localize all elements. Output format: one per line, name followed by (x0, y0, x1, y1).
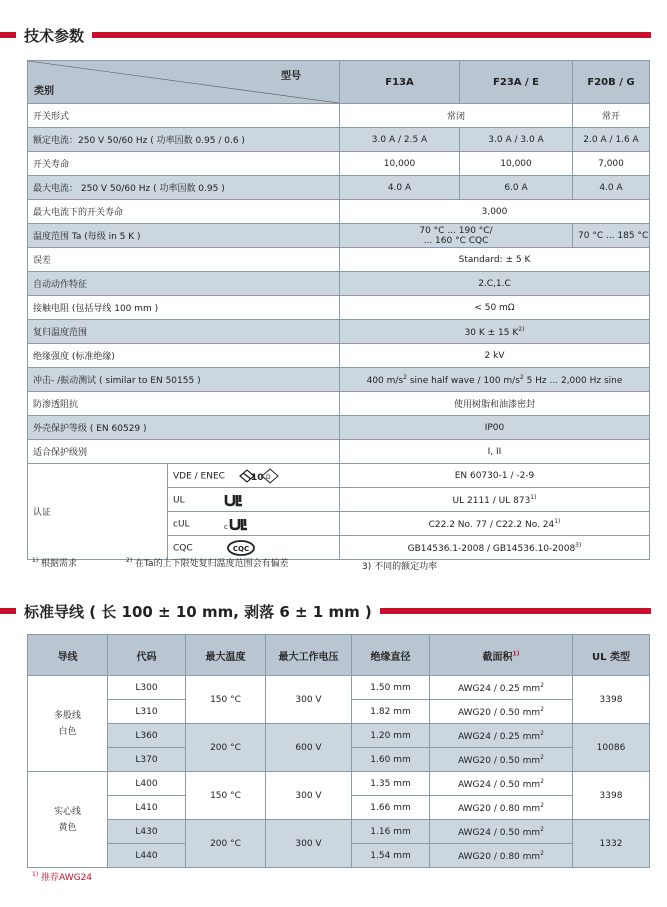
cross-section (430, 700, 573, 724)
table-row (28, 248, 650, 272)
cell-value: < 50 mΩ (340, 296, 650, 320)
superscript: 2 (403, 373, 407, 381)
max-voltage: 300 V (266, 820, 352, 868)
max-temp: 150 °C (186, 772, 266, 820)
footnote (126, 556, 289, 569)
group-label-line: 黄色 (58, 822, 77, 833)
row-label: 误差 (28, 248, 340, 272)
table-row (28, 272, 650, 296)
insulation-diameter: 1.82 mm (352, 700, 430, 724)
spec-header-row (28, 61, 650, 104)
superscript: 2 (540, 849, 544, 857)
section-heading-wires (0, 600, 667, 622)
cell-value: 10,000 (340, 152, 460, 176)
ul-type: 3398 (573, 676, 650, 724)
svg-text:D: D (265, 473, 271, 481)
row-label: 最大电流： 250 V 50/60 Hz ( 功率因数 0.95 ) (28, 176, 340, 200)
column-header: 最大温度 (186, 635, 266, 676)
table-row (28, 296, 650, 320)
cert-label: 认证 (28, 464, 168, 560)
insulation-diameter: 1.20 mm (352, 724, 430, 748)
row-label: 开关形式 (28, 104, 340, 128)
table-row (28, 344, 650, 368)
footnote-text: 在Ta的上下限处复归温度范围会有偏差 (135, 559, 289, 569)
wire-code: L310 (108, 700, 186, 724)
cqc-logo-icon (226, 540, 256, 556)
cert-value: EN 60730-1 / -2-9 (340, 464, 650, 488)
max-temp: 150 °C (186, 676, 266, 724)
table-row (28, 368, 650, 392)
cell-value: 70 °C ... 185 °C (573, 224, 650, 248)
cell-value: 3.0 A / 3.0 A (460, 128, 573, 152)
group-label-line: 多股线 (53, 710, 81, 721)
temp-range-line: 70 °C ... 190 °C/ (419, 225, 493, 236)
wire-code: L300 (108, 676, 186, 700)
cell-value: 2 kV (340, 344, 650, 368)
insulation-diameter: 1.16 mm (352, 820, 430, 844)
cul-recognized-logo-icon (224, 517, 256, 531)
cell-text: AWG24 / 0.50 mm (457, 779, 541, 790)
cell-text: AWG24 / 0.25 mm (457, 683, 541, 694)
superscript: 2 (540, 801, 544, 809)
cell-value: 常闭 (340, 104, 573, 128)
cross-section (430, 796, 573, 820)
cell-value (340, 368, 650, 392)
model-header: F23A / E (460, 61, 573, 104)
footnote-text: 根据需求 (41, 559, 78, 569)
cell-value: 常开 (573, 104, 650, 128)
row-label: 外壳保护等级 ( EN 60529 ) (28, 416, 340, 440)
cross-section (430, 676, 573, 700)
cell-value: 2.0 A / 1.6 A (573, 128, 650, 152)
cell-value: 3,000 (340, 200, 650, 224)
cell-text: AWG20 / 0.50 mm (457, 755, 541, 766)
cross-section (430, 772, 573, 796)
wire-group-label (28, 772, 108, 868)
cell-text: UL 2111 / UL 873 (452, 495, 531, 506)
table-row (28, 416, 650, 440)
column-header-text: 截面积 (482, 651, 513, 663)
row-label: 复归温度范围 (28, 320, 340, 344)
group-label-line: 实心线 (53, 806, 81, 817)
cert-name-text: UL (173, 495, 185, 505)
cell-value: 使用树脂和油漆密封 (340, 392, 650, 416)
max-temp: 200 °C (186, 820, 266, 868)
model-header: F20B / G (573, 61, 650, 104)
footnote-ref: 1) (512, 650, 520, 658)
table-row (28, 464, 650, 488)
table-row (28, 440, 650, 464)
accent-bar (380, 608, 651, 614)
cert-name (168, 488, 340, 512)
table-row (28, 320, 650, 344)
table-row (28, 392, 650, 416)
table-row (28, 200, 650, 224)
superscript: 2 (540, 729, 544, 737)
footnote-ref: 2) (518, 325, 525, 333)
section-title: 技术参数 (24, 26, 85, 45)
wire-header-row (28, 635, 650, 676)
cell-text: sine half wave / 100 m/s (406, 375, 520, 386)
row-label: 自动动作特征 (28, 272, 340, 296)
footnote-mark: 2) (126, 557, 133, 564)
insulation-diameter: 1.50 mm (352, 676, 430, 700)
superscript: 2 (540, 681, 544, 689)
cross-section (430, 748, 573, 772)
ul-recognized-logo-icon (223, 493, 251, 507)
svg-text:10: 10 (250, 472, 264, 483)
column-header (430, 635, 573, 676)
cross-section (430, 844, 573, 868)
cert-value (340, 488, 650, 512)
cell-value (340, 320, 650, 344)
cell-text: C22.2 No. 77 / C22.2 No. 24 (428, 519, 555, 530)
corner-cell (28, 61, 340, 104)
row-label: 温度范围 Ta (每级 in 5 K ) (28, 224, 340, 248)
accent-bar (0, 608, 16, 614)
table-row (28, 128, 650, 152)
row-label: 适合保护级别 (28, 440, 340, 464)
footnote-mark: 1) (32, 557, 39, 564)
spec-table (27, 60, 650, 560)
max-voltage: 300 V (266, 676, 352, 724)
superscript: 2 (540, 777, 544, 785)
row-label: 开关寿命 (28, 152, 340, 176)
cell-value: IP00 (340, 416, 650, 440)
row-label: 冲击- /振动测试 ( similar to EN 50155 ) (28, 368, 340, 392)
superscript: 2 (540, 753, 544, 761)
wire-code: L430 (108, 820, 186, 844)
cell-value (340, 224, 573, 248)
cross-section (430, 820, 573, 844)
footnote-ref: 1) (554, 517, 561, 525)
row-label: 额定电流：250 V 50/60 Hz ( 功率因数 0.95 / 0.6 ) (28, 128, 340, 152)
cell-value: 6.0 A (460, 176, 573, 200)
cell-value: 10,000 (460, 152, 573, 176)
table-row (28, 820, 650, 844)
cert-name (168, 464, 340, 488)
ul-type: 10086 (573, 724, 650, 772)
superscript: 2 (540, 825, 544, 833)
wire-group-label (28, 676, 108, 772)
insulation-diameter: 1.60 mm (352, 748, 430, 772)
max-voltage: 300 V (266, 772, 352, 820)
cell-text: AWG20 / 0.50 mm (457, 707, 541, 718)
superscript: 2 (540, 705, 544, 713)
section-title: 标准导线 ( 长 100 ± 10 mm, 剥落 6 ± 1 mm ) (24, 602, 372, 621)
wire-code: L440 (108, 844, 186, 868)
column-header: 代码 (108, 635, 186, 676)
cell-text: AWG24 / 0.50 mm (457, 827, 541, 838)
row-label: 防渗透阻抗 (28, 392, 340, 416)
superscript: 2 (519, 373, 524, 381)
vde-enec-logo-icon (238, 468, 282, 484)
row-label: 最大电流下的开关寿命 (28, 200, 340, 224)
section-heading-specs (0, 24, 667, 46)
wire-code: L370 (108, 748, 186, 772)
table-row (28, 104, 650, 128)
ul-type: 3398 (573, 772, 650, 820)
svg-text:c: c (224, 522, 229, 531)
cell-value: Standard: ± 5 K (340, 248, 650, 272)
wire-table (27, 634, 650, 868)
column-header: 最大工作电压 (266, 635, 352, 676)
cell-value: 4.0 A (340, 176, 460, 200)
cert-name-text: VDE / ENEC (173, 471, 225, 481)
row-label: 接触电阻 (包括导线 100 mm ) (28, 296, 340, 320)
column-header: 导线 (28, 635, 108, 676)
accent-bar (92, 32, 651, 38)
cert-name (168, 512, 340, 536)
cert-name-text: cUL (173, 519, 190, 529)
table-row (28, 176, 650, 200)
accent-bar (0, 32, 16, 38)
ul-type: 1332 (573, 820, 650, 868)
cell-text: 400 m/s (366, 375, 404, 386)
max-voltage: 600 V (266, 724, 352, 772)
insulation-diameter: 1.66 mm (352, 796, 430, 820)
footnote-mark: 1) (32, 871, 39, 878)
footnote (32, 556, 77, 569)
table-row (28, 772, 650, 796)
wire-code: L410 (108, 796, 186, 820)
cell-text: GB14536.1-2008 / GB14536.10-2008 (407, 543, 576, 554)
footnote-text: 3) 不同的额定功率 (362, 562, 438, 572)
table-row (28, 724, 650, 748)
cell-value: I, II (340, 440, 650, 464)
column-header: 绝缘直径 (352, 635, 430, 676)
cell-text: AWG20 / 0.80 mm (457, 851, 541, 862)
cell-text: 30 K ± 15 K (464, 327, 519, 338)
insulation-diameter: 1.35 mm (352, 772, 430, 796)
cell-text: AWG24 / 0.25 mm (457, 731, 541, 742)
svg-text:CQC: CQC (232, 544, 249, 553)
insulation-diameter: 1.54 mm (352, 844, 430, 868)
cross-section (430, 724, 573, 748)
footnote-ref: 1) (530, 493, 537, 501)
corner-bottom-label: 类别 (34, 86, 54, 97)
wire-code: L360 (108, 724, 186, 748)
table-row (28, 224, 650, 248)
footnote-text: 推荐AWG24 (41, 873, 93, 883)
cell-text: 5 Hz ... 2,000 Hz sine (523, 375, 623, 386)
cell-value: 3.0 A / 2.5 A (340, 128, 460, 152)
table-row (28, 152, 650, 176)
cell-value: 7,000 (573, 152, 650, 176)
cert-name-text: CQC (173, 543, 193, 553)
cell-value: 2.C,1.C (340, 272, 650, 296)
model-header: F13A (340, 61, 460, 104)
footnote (32, 870, 92, 883)
temp-range-line: ... 160 °C CQC (423, 235, 489, 246)
cell-value: 4.0 A (573, 176, 650, 200)
table-row (28, 676, 650, 700)
row-label: 绝缘强度 (标准绝缘) (28, 344, 340, 368)
cert-value (340, 536, 650, 560)
max-temp: 200 °C (186, 724, 266, 772)
cert-value (340, 512, 650, 536)
group-label-line: 白色 (58, 726, 77, 737)
cell-text: AWG20 / 0.80 mm (457, 803, 541, 814)
footnote-ref: 3) (575, 541, 582, 549)
column-header: UL 类型 (573, 635, 650, 676)
corner-top-label: 型号 (281, 71, 301, 82)
wire-code: L400 (108, 772, 186, 796)
footnote (362, 559, 437, 572)
